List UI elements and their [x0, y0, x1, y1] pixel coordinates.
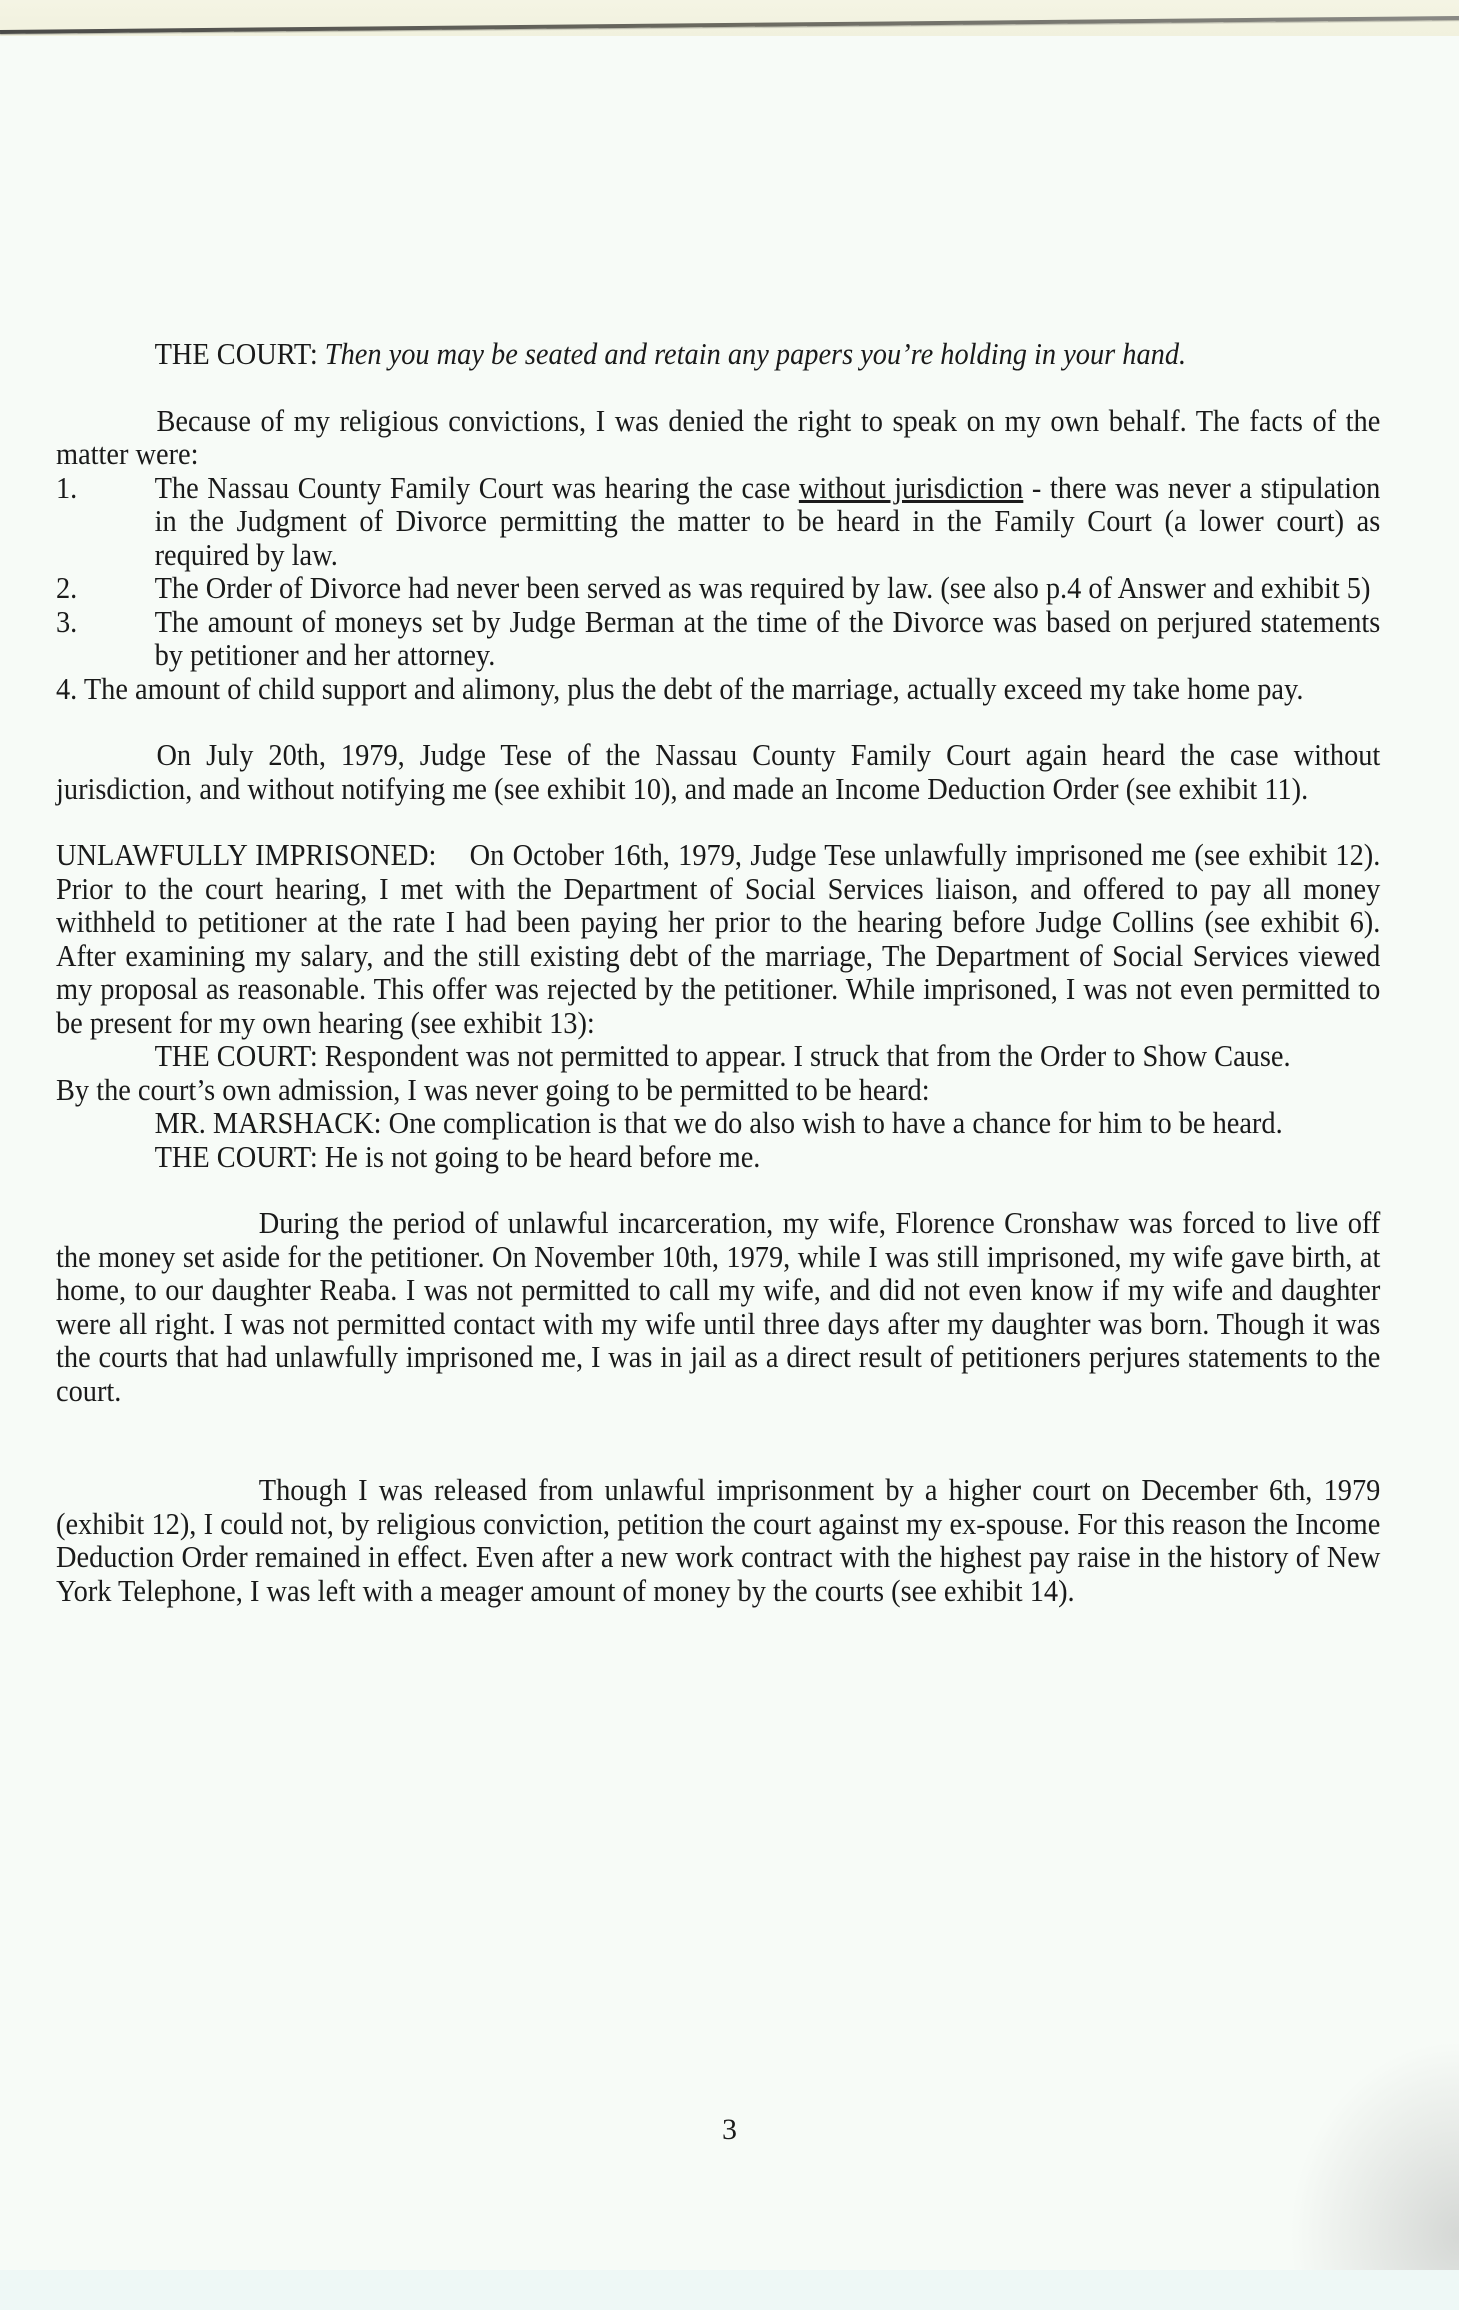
- paragraph-court-admission: By the court’s own admission, I was never going to be permitted to be heard:: [56, 1072, 930, 1107]
- facts-list: [56, 472, 1380, 707]
- section-heading: UNLAWFULLY IMPRISONED:: [56, 838, 437, 872]
- transcript-quote-marshack: MR. MARSHACK: One complication is that we do also wish to have a chance for him to be heard.: [154, 1106, 1283, 1140]
- paragraph-religious-convictions: Because of my religious convictions, I was denied the right to speak on my own behalf. The facts of the matter were:: [56, 403, 1381, 471]
- document-body: [56, 338, 1380, 1608]
- paragraph-july-hearing: On July 20th, 1979, Judge Tese of the Nassau County Family Court again heard the case without jurisdiction, and without notifying me (see exhibit 10), and made an Income Deduction Order (see exhibit 11).: [56, 738, 1381, 806]
- paragraph-incarceration: During the period of unlawful incarceration, my wife, Florence Cronshaw was forced to live off the money set aside for the petitioner. On November 10th, 1979, while I was still imprisoned, my wife gave birth, at home, to our daughter Reaba. I was not permitted to call my wife, and did not even know if my wife and daughter were all right. I was not permitted contact with my wife until three days after my daughter was born. Though it was the courts that had unlawfully imprisoned me, I was in jail as a direct result of petitioners perjures statements to the court.: [56, 1206, 1381, 1408]
- fact-number: 4.: [56, 671, 78, 706]
- fact-item-1: 1. The Nassau County Family Court was hearing the case without jurisdiction - there was never a stipulation in the Judgment of Divorce permitting the matter to be heard in the Family Court (a lower court) as required by law.: [56, 470, 1381, 572]
- fact-item-4: 4. The amount of child support and alimony, plus the debt of the marriage, actually exceed my take home pay.: [56, 671, 1304, 706]
- fact-item-3: 3. The amount of moneys set by Judge Berman at the time of the Divorce was based on perjured statements by petitioner and her attorney.: [56, 604, 1381, 672]
- transcript-quote-court-1: THE COURT: Respondent was not permitted to appear. I struck that from the Order to Show Cause.: [154, 1039, 1291, 1073]
- underlined-phrase: without jurisdiction: [798, 470, 1024, 505]
- court-quote-speaker: THE COURT:: [154, 337, 318, 371]
- court-quote-text: Then you may be seated and retain any papers you’re holding in your hand.: [324, 337, 1187, 371]
- scan-bottom-margin: [0, 2270, 1459, 2310]
- court-quote: [56, 338, 1380, 372]
- fact-number: 3.: [56, 604, 78, 639]
- paragraph-unlawfully-imprisoned: UNLAWFULLY IMPRISONED: On October 16th, 1979, Judge Tese unlawfully imprisoned me (see exhibit 12). Prior to the court hearing, I met with the Department of Social Services liaison, and offered to pay all money withheld to petitioner at the rate I had been paying her prior to the hearing before Judge Collins (see exhibit 6). After examining my salary, and the still existing debt of the marriage, The Department of Social Services viewed my proposal as reasonable. This offer was rejected by the petitioner. While imprisoned, I was not even permitted to be present for my own hearing (see exhibit 13):: [56, 838, 1381, 1040]
- transcript-quote-court-2: THE COURT: He is not going to be heard before me.: [154, 1139, 761, 1174]
- page-number: 3: [722, 2113, 737, 2146]
- paragraph-release: Though I was released from unlawful imprisonment by a higher court on December 6th, 1979 (exhibit 12), I could not, by religious conviction, petition the court against my ex-spouse. For this reason the Income Deduction Order remained in effect. Even after a new work contract with the highest pay raise in the history of New York Telephone, I was left with a meager amount of money by the courts (see exhibit 14).: [56, 1473, 1381, 1608]
- fact-number: 2.: [56, 571, 78, 605]
- scan-shadow: [1289, 2040, 1459, 2270]
- fact-item-2: 2. The Order of Divorce had never been served as was required by law. (see also p.4 of Answer and exhibit 5): [56, 571, 1371, 605]
- fact-number: 1.: [56, 470, 78, 505]
